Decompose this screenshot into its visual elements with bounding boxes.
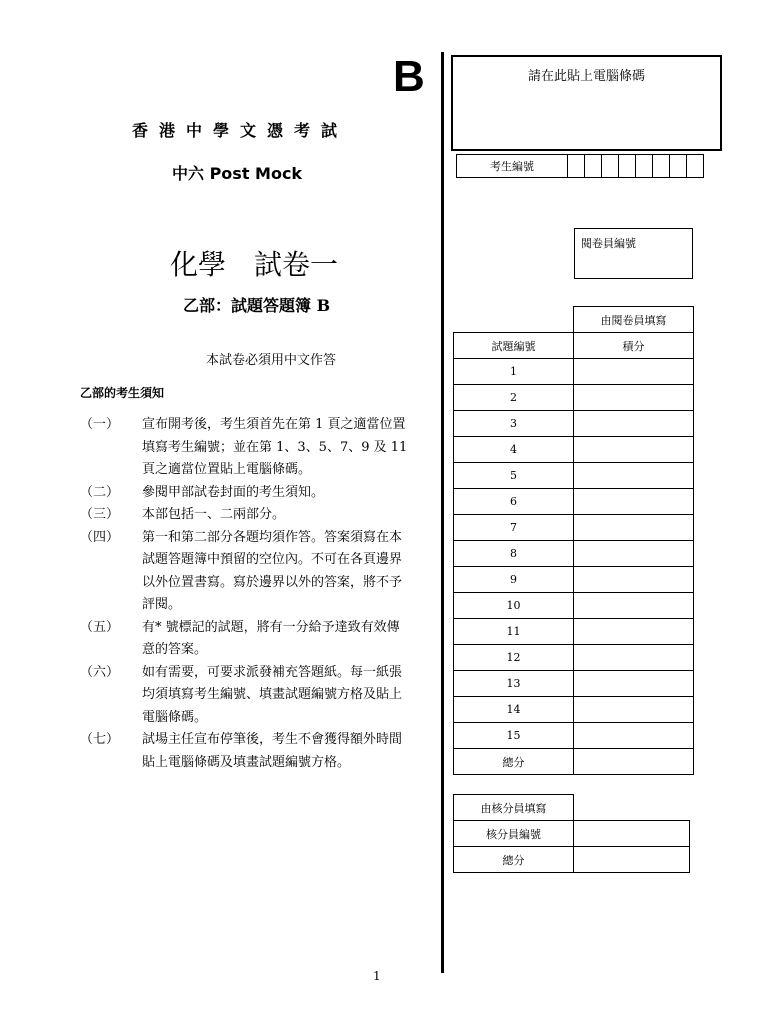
instruction-number: （六） <box>80 664 120 680</box>
section-title: 乙部：試題答題簿 B <box>183 296 331 315</box>
page-divider <box>441 52 444 973</box>
score-row <box>454 411 694 437</box>
instructions-title: 乙部的考生須知 <box>80 386 165 400</box>
instruction-line: 試題答題簿中預留的空位內。不可在各頁邊界 <box>142 552 403 567</box>
score-table <box>453 306 694 775</box>
score-cell[interactable] <box>574 515 694 541</box>
column-header-score: 積分 <box>574 333 694 359</box>
instruction-line: 參閱甲部試卷封面的考生須知。 <box>142 484 325 500</box>
question-number-cell: 10 <box>454 593 574 619</box>
instruction-line: 試場主任宣布停筆後，考生不會獲得額外時間 <box>142 732 403 747</box>
score-cell[interactable] <box>574 411 694 437</box>
instruction-line: 本部包括一、二兩部分。 <box>142 507 286 522</box>
score-row <box>454 515 694 541</box>
score-row <box>454 437 694 463</box>
question-number-cell: 8 <box>454 541 574 567</box>
score-cell[interactable] <box>574 541 694 567</box>
instruction-line: 以外位置書寫。寫於邊界以外的答案，將不予 <box>142 574 403 590</box>
score-row <box>454 593 694 619</box>
candidate-number-grid <box>456 154 704 178</box>
score-cell[interactable] <box>574 723 694 749</box>
score-cell[interactable] <box>574 593 694 619</box>
score-row <box>454 359 694 385</box>
instruction-line: 電腦條碼。 <box>142 709 208 725</box>
exam-title: 香港中學文憑考試 <box>132 121 349 140</box>
barcode-sticker-area[interactable] <box>451 55 722 151</box>
barcode-label: 請在此貼上電腦條碼 <box>527 69 645 84</box>
instruction-line: 評閱。 <box>142 597 182 612</box>
question-number-cell: 14 <box>454 697 574 723</box>
instruction-number: （四） <box>80 529 120 545</box>
instruction-line: 如有需要，可要求派發補充答題紙。每一紙張 <box>142 664 403 680</box>
question-number-cell: 9 <box>454 567 574 593</box>
candidate-digit-box[interactable] <box>619 155 636 178</box>
candidate-digit-box[interactable] <box>687 155 704 178</box>
score-row <box>454 489 694 515</box>
question-number-cell: 15 <box>454 723 574 749</box>
score-cell[interactable] <box>574 567 694 593</box>
score-cell[interactable] <box>574 619 694 645</box>
subject-title: 化學 試卷一 <box>170 248 339 281</box>
checker-filled-by: 由核分員填寫 <box>454 795 574 821</box>
score-row <box>454 567 694 593</box>
score-row <box>454 697 694 723</box>
candidate-digit-box[interactable] <box>653 155 670 178</box>
question-number-cell: 6 <box>454 489 574 515</box>
column-header-question: 試題編號 <box>454 333 574 359</box>
marker-number-box[interactable] <box>574 228 693 279</box>
language-note: 本試卷必須用中文作答 <box>206 353 337 368</box>
total-score-cell[interactable] <box>574 749 694 775</box>
question-number-cell: 4 <box>454 437 574 463</box>
score-total-row <box>454 749 694 775</box>
paper-version-letter: B <box>393 52 425 101</box>
instruction-line: 貼上電腦條碼及填畫試題編號方格。 <box>142 754 351 770</box>
instruction-line: 頁之適當位置貼上電腦條碼。 <box>142 462 312 477</box>
score-row <box>454 385 694 411</box>
checker-total-label: 總分 <box>454 847 574 873</box>
checker-table <box>453 794 690 873</box>
instruction-number: （一） <box>80 417 120 432</box>
instruction-line: 填寫考生編號；並在第 1、3、5、7、9 及 11 <box>142 439 408 455</box>
score-cell[interactable] <box>574 463 694 489</box>
candidate-digit-box[interactable] <box>636 155 653 178</box>
checker-number-cell[interactable] <box>574 821 690 847</box>
score-row <box>454 541 694 567</box>
checker-total-cell[interactable] <box>574 847 690 873</box>
score-row <box>454 723 694 749</box>
question-number-cell: 5 <box>454 463 574 489</box>
question-number-cell: 1 <box>454 359 574 385</box>
score-row <box>454 671 694 697</box>
score-row <box>454 463 694 489</box>
question-number-cell: 13 <box>454 671 574 697</box>
question-number-cell: 11 <box>454 619 574 645</box>
question-number-cell: 3 <box>454 411 574 437</box>
instruction-number: （七） <box>80 732 120 747</box>
question-number-cell: 7 <box>454 515 574 541</box>
total-label: 總分 <box>454 749 574 775</box>
question-number-cell: 2 <box>454 385 574 411</box>
score-cell[interactable] <box>574 489 694 515</box>
exam-subtitle: 中六 Post Mock <box>172 164 303 183</box>
marker-number-label: 閱卷員編號 <box>581 237 636 250</box>
score-row <box>454 619 694 645</box>
candidate-number-label: 考生編號 <box>457 155 568 178</box>
candidate-digit-box[interactable] <box>568 155 585 178</box>
score-cell[interactable] <box>574 697 694 723</box>
page-number: 1 <box>373 969 381 983</box>
score-cell[interactable] <box>574 671 694 697</box>
score-cell[interactable] <box>574 645 694 671</box>
score-row <box>454 645 694 671</box>
instruction-line: 有* 號標記的試題，將有一分給予達致有效傳 <box>142 619 400 635</box>
instruction-number: （三） <box>80 507 120 522</box>
instruction-number: （二） <box>80 484 120 500</box>
score-cell[interactable] <box>574 437 694 463</box>
score-cell[interactable] <box>574 359 694 385</box>
instruction-number: （五） <box>80 619 120 635</box>
candidate-digit-box[interactable] <box>585 155 602 178</box>
candidate-digit-box[interactable] <box>670 155 687 178</box>
checker-number-label: 核分員編號 <box>454 821 574 847</box>
instruction-line: 意的答案。 <box>142 642 208 657</box>
instruction-line: 第一和第二部分各題均須作答。答案須寫在本 <box>142 529 403 545</box>
candidate-digit-box[interactable] <box>602 155 619 178</box>
instruction-line: 宣布開考後，考生須首先在第 1 頁之適當位置 <box>142 417 406 432</box>
score-cell[interactable] <box>574 385 694 411</box>
score-table-filled-by: 由閱卷員填寫 <box>574 307 694 333</box>
instruction-line: 均須填寫考生編號、填畫試題編號方格及貼上 <box>142 687 403 702</box>
question-number-cell: 12 <box>454 645 574 671</box>
